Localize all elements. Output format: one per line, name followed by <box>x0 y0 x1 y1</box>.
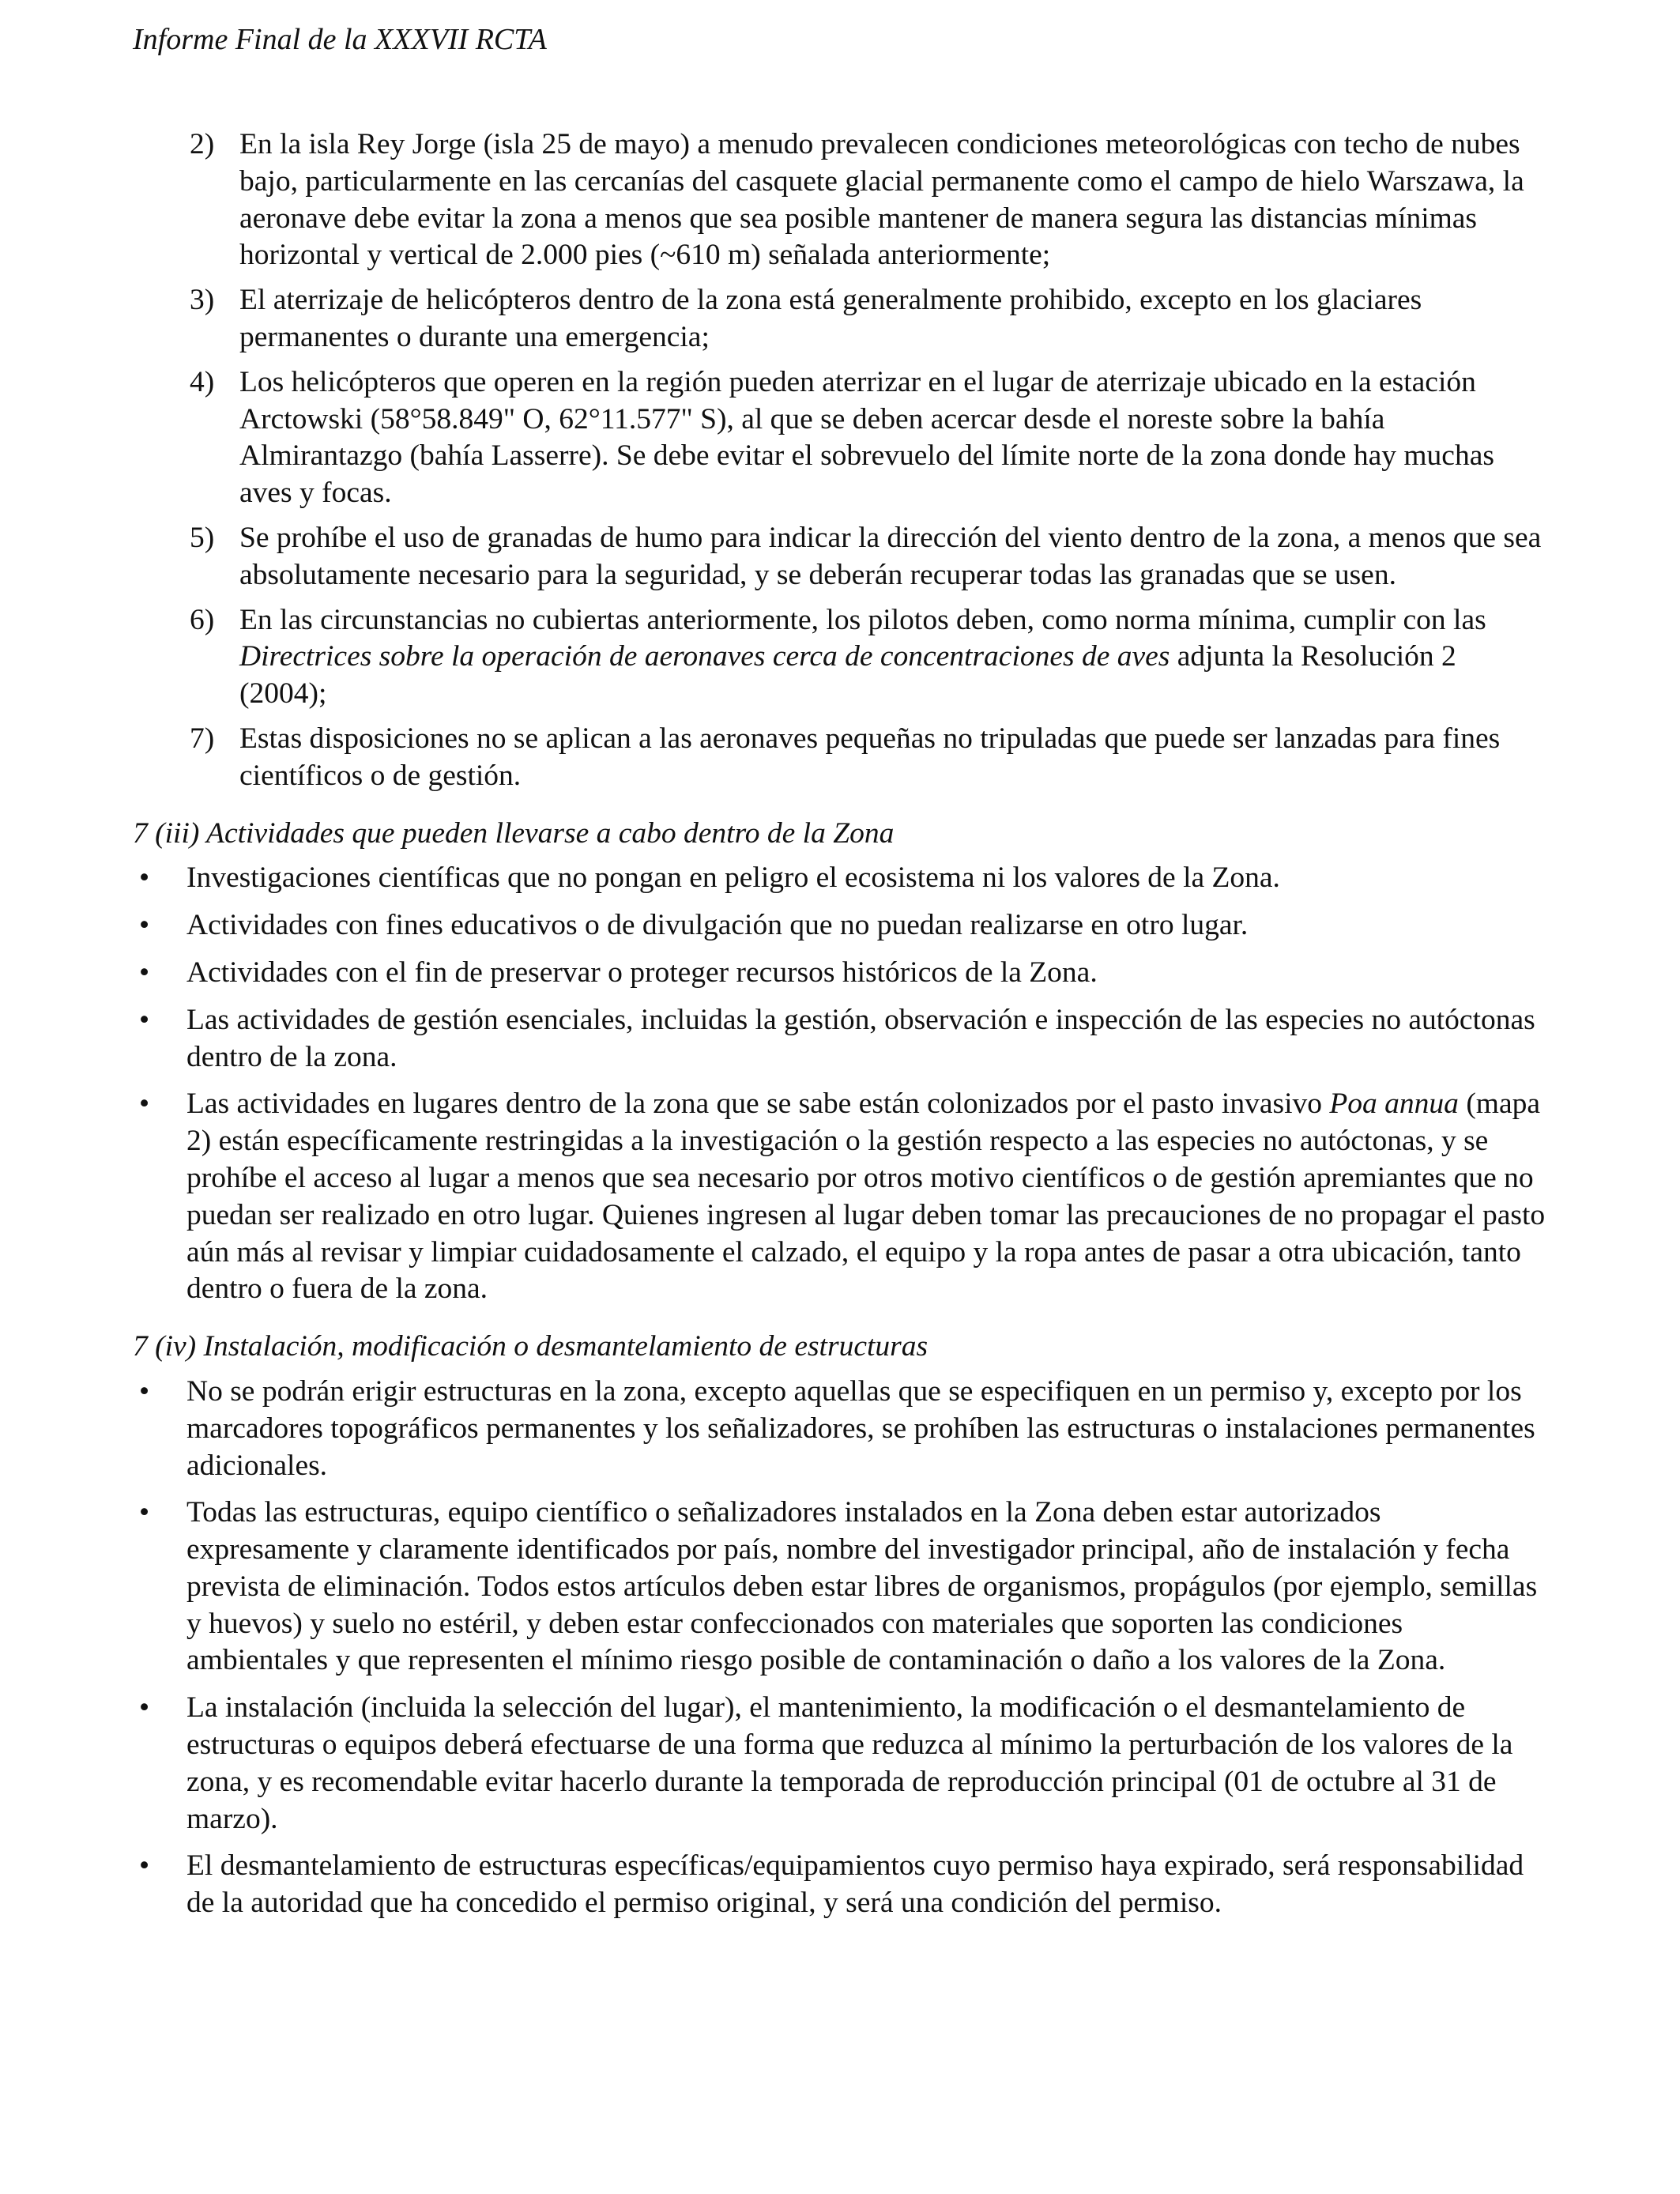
list-item-text: Actividades con fines educativos o de divulgación que no puedan realizarse en otro lugar. <box>186 909 1249 942</box>
item-number: 6) <box>190 603 215 636</box>
guidelines-title: Directrices sobre la operación de aeronaves cerca de concentraciones de aves <box>239 640 1170 673</box>
list-item <box>133 907 1547 944</box>
list-item <box>133 1002 1547 1076</box>
list-item-text: Las actividades de gestión esenciales, incluidas la gestión, observación e inspección de las especies no autóctonas dentro de la zona. <box>186 1003 1535 1073</box>
item-number: 4) <box>190 365 215 398</box>
numbered-item-7 <box>133 721 1547 795</box>
list-item-text-after: (mapa 2) están específicamente restringidas a la investigación o la gestión respecto a las especies no autóctonas, y se prohíbe el acceso al lugar a menos que sea necesario por otros motivo científicos o de gestión apremiantes que no puedan ser realizado en otro lugar. Quienes ingresen al lugar deben tomar las precauciones de no propagar el pasto aún más al revisar y limpiar cuidadosamente el calzado, el equipo y la ropa antes de pasar a otra ubicación, tanto dentro o fuera de la zona. <box>186 1088 1546 1306</box>
numbered-item-2 <box>133 126 1547 274</box>
bullet-icon: • <box>139 1088 150 1121</box>
list-item <box>133 1495 1547 1679</box>
bullet-icon: • <box>139 909 150 942</box>
species-name: Poa annua <box>1329 1088 1459 1121</box>
list-item-text-before: Las actividades en lugares dentro de la zona que se sabe están colonizados por el pasto invasivo <box>186 1088 1330 1121</box>
section-title-iii: 7 (iii) Actividades que pueden llevarse a cabo dentro de la Zona <box>133 816 895 850</box>
bullet-icon: • <box>139 1496 150 1529</box>
item-number: 3) <box>190 284 215 317</box>
bullet-icon: • <box>139 1374 150 1408</box>
list-item <box>133 1690 1547 1838</box>
item-text-before: En las circunstancias no cubiertas anteriormente, los pilotos deben, como norma mínima, cumplir con las <box>239 603 1486 636</box>
bullet-icon: • <box>139 1849 150 1883</box>
section-title-iv: 7 (iv) Instalación, modificación o desmantelamiento de estructuras <box>133 1330 929 1363</box>
list-item <box>133 1374 1547 1484</box>
list-item <box>133 1848 1547 1922</box>
document-body <box>133 126 1547 1932</box>
numbered-list <box>133 126 1547 795</box>
bullet-icon: • <box>139 956 150 989</box>
bullet-list-iii <box>133 860 1547 1308</box>
item-text: Se prohíbe el uso de granadas de humo para indicar la dirección del viento dentro de la zona, a menos que sea absolutamente necesario para la seguridad, y se deberán recuperar todas las granadas que se usen. <box>239 521 1542 591</box>
list-item-text: La instalación (incluida la selección del lugar), el mantenimiento, la modificación o el desmantelamiento de estructuras o equipos deberá efectuarse de una forma que reduzca al mínimo la perturbación de los valores de la zona, y es recomendable evitar hacerlo durante la temporada de reproducción principal (01 de octubre al 31 de marzo). <box>186 1691 1513 1835</box>
list-item-text: Investigaciones científicas que no pongan en peligro el ecosistema ni los valores de la Zona. <box>186 861 1280 895</box>
bullet-icon: • <box>139 1691 150 1725</box>
list-item <box>133 955 1547 992</box>
list-item <box>133 1086 1547 1308</box>
numbered-item-5 <box>133 520 1547 594</box>
list-item <box>133 860 1547 897</box>
item-number: 5) <box>190 521 215 554</box>
numbered-item-3 <box>133 282 1547 356</box>
list-item-text: Actividades con el fin de preservar o proteger recursos históricos de la Zona. <box>186 956 1098 989</box>
bullet-icon: • <box>139 1003 150 1036</box>
bullet-list-iv <box>133 1374 1547 1922</box>
item-number: 2) <box>190 128 215 160</box>
page-header: Informe Final de la XXXVII RCTA <box>133 23 547 56</box>
numbered-item-4 <box>133 364 1547 512</box>
numbered-item-6 <box>133 602 1547 713</box>
list-item-text: Todas las estructuras, equipo científico o señalizadores instalados en la Zona deben estar autorizados expresamente y claramente identificados por país, nombre del investigador principal, año de instalación y fecha prevista de eliminación. Todos estos artículos deben estar libres de organismos, propágulos (por ejemplo, semillas y huevos) y suelo no estéril, y deben estar confeccionados con materiales que soporten las condiciones ambientales y que representen el mínimo riesgo posible de contaminación o daño a los valores de la Zona. <box>186 1496 1538 1677</box>
item-text: Los helicópteros que operen en la región pueden aterrizar en el lugar de aterrizaje ubicado en la estación Arctowski (58°58.849" O, 62°11.577" S), al que se deben acercar desde el noreste sobre la bahía Almirantazgo (bahía Lasserre). Se debe evitar el sobrevuelo del límite norte de la zona donde hay muchas aves y focas. <box>239 365 1494 510</box>
list-item-text: El desmantelamiento de estructuras específicas/equipamientos cuyo permiso haya expirado, será responsabilidad de la autoridad que ha concedido el permiso original, y será una condición del permiso. <box>186 1849 1524 1920</box>
item-text-after: adjunta la Resolución 2 (2004); <box>239 640 1456 711</box>
item-text: En la isla Rey Jorge (isla 25 de mayo) a menudo prevalecen condiciones meteorológicas con techo de nubes bajo, particularmente en las cercanías del casquete glacial permanente como el campo de hielo Warszawa, la aeronave debe evitar la zona a menos que sea posible mantener de manera segura las distancias mínimas horizontal y vertical de 2.000 pies (~610 m) señalada anteriormente; <box>239 128 1524 272</box>
bullet-icon: • <box>139 861 150 895</box>
item-number: 7) <box>190 722 215 755</box>
item-text: Estas disposiciones no se aplican a las aeronaves pequeñas no tripuladas que puede ser lanzadas para fines científicos o de gestión. <box>239 722 1501 792</box>
item-text: El aterrizaje de helicópteros dentro de la zona está generalmente prohibido, excepto en los glaciares permanentes o durante una emergencia; <box>239 284 1422 353</box>
list-item-text: No se podrán erigir estructuras en la zona, excepto aquellas que se especifiquen en un permiso y, excepto por los marcadores topográficos permanentes y los señalizadores, se prohíben las estructuras o instalaciones permanentes adicionales. <box>186 1374 1535 1482</box>
